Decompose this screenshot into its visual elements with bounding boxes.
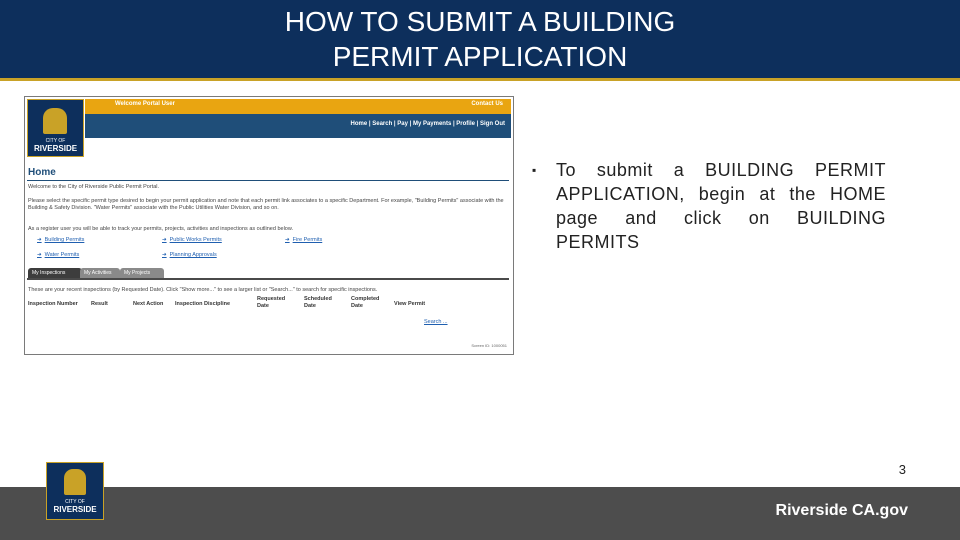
col-inspection-discipline: Inspection Discipline xyxy=(175,301,231,307)
tab-my-activities[interactable]: My Activities xyxy=(80,268,120,278)
col-scheduled-date: Scheduled Date xyxy=(304,296,332,309)
water-permits-link[interactable]: ➜ Water Permits xyxy=(37,252,80,258)
col-requested-date: Requested Date xyxy=(257,296,286,309)
search-link[interactable]: Search ... xyxy=(424,319,448,325)
title-line-2: PERMIT APPLICATION xyxy=(332,41,628,72)
portal-top-bar xyxy=(85,99,511,114)
page-number: 3 xyxy=(898,462,906,477)
footer-site-url: Riverside CA.gov xyxy=(775,502,908,519)
bullet-text: To submit a BUILDING PERMIT APPLICATION, begin at the HOME page and click on BUILDING PERMITS xyxy=(556,160,886,252)
arrow-right-icon: ➜ xyxy=(37,237,42,243)
arrow-right-icon: ➜ xyxy=(285,237,290,243)
bullet-square-icon: ▪ xyxy=(532,163,537,177)
heading-divider xyxy=(27,180,509,181)
portal-registered-note: As a register user you will be able to track your permits, projects, activities and inspections as outlined below. xyxy=(28,226,294,232)
fire-permits-link[interactable]: ➜ Fire Permits xyxy=(285,237,323,243)
bell-icon xyxy=(43,108,67,134)
col-result: Result xyxy=(91,301,108,307)
recent-inspections-note: These are your recent inspections (by Requested Date). Click "Show more..." to see a larger list or "Search..." to search for specific inspections. xyxy=(28,287,378,293)
arrow-right-icon: ➜ xyxy=(37,252,42,258)
footer-riverside-logo: CITY OF RIVERSIDE xyxy=(46,462,104,520)
title-line-1: HOW TO SUBMIT A BUILDING xyxy=(284,6,676,37)
tab-my-inspections[interactable]: My Inspections xyxy=(28,268,82,278)
bullet-item xyxy=(532,158,886,254)
screen-id: Screen ID: 1000051 xyxy=(471,343,507,348)
tab-my-projects[interactable]: My Projects xyxy=(120,268,164,278)
portal-page-heading: Home xyxy=(28,167,56,178)
contact-us-link[interactable]: Contact Us xyxy=(471,101,503,107)
portal-nav-bar xyxy=(85,114,511,138)
col-inspection-number: Inspection Number xyxy=(28,301,78,307)
arrow-right-icon: ➜ xyxy=(162,237,167,243)
col-view-permit: View Permit xyxy=(394,301,426,307)
bell-icon xyxy=(64,469,86,495)
welcome-text: Welcome Portal User xyxy=(115,101,175,107)
public-works-permits-link[interactable]: ➜ Public Works Permits xyxy=(162,237,222,243)
slide-title xyxy=(150,4,810,74)
portal-intro: Welcome to the City of Riverside Public Permit Portal. xyxy=(28,184,160,190)
portal-screenshot xyxy=(24,96,514,355)
col-completed-date: Completed Date xyxy=(351,296,380,309)
portal-nav-links[interactable]: Home | Search | Pay | My Payments | Profile | Sign Out xyxy=(350,121,505,127)
planning-approvals-link[interactable]: ➜ Planning Approvals xyxy=(162,252,217,258)
arrow-right-icon: ➜ xyxy=(162,252,167,258)
col-next-action: Next Action xyxy=(133,301,164,307)
portal-instructions: Please select the specific permit type desired to begin your permit application and note that each permit link associates to a specific Department. For example, "Building Permits" associate with the Building & Safety Division. "Water Permits" associate with the Public Utilities Water Division, and so on. xyxy=(28,198,504,211)
building-permits-link[interactable]: ➜ Building Permits xyxy=(37,237,85,243)
bullet-list xyxy=(532,158,886,254)
riverside-logo: CITY OF RIVERSIDE xyxy=(27,99,84,157)
tab-underline xyxy=(27,278,509,280)
